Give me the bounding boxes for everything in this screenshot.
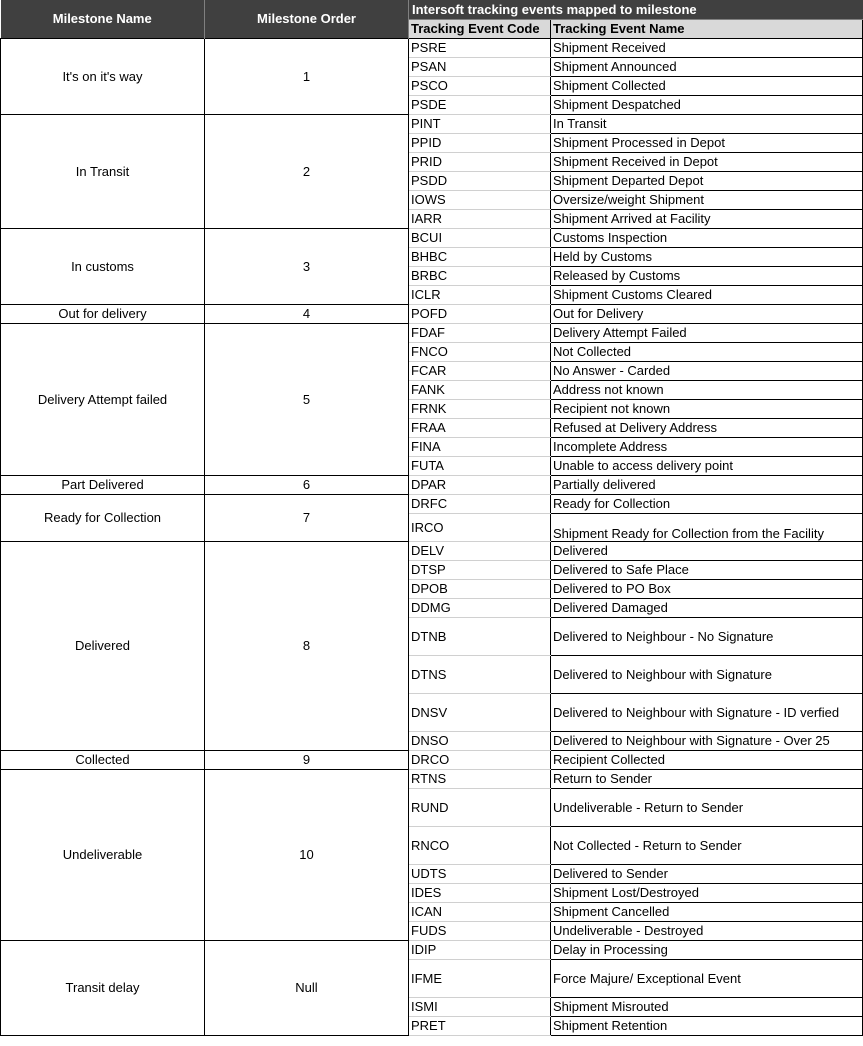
event-code-cell: BCUI — [409, 228, 551, 247]
event-code-cell: DRCO — [409, 750, 551, 769]
table-row — [1, 38, 863, 57]
event-name-cell: Shipment Misrouted — [551, 997, 863, 1016]
event-code-cell: PPID — [409, 133, 551, 152]
event-code-cell: PRET — [409, 1016, 551, 1035]
milestone-order-cell: 4 — [205, 304, 409, 323]
table-row — [1, 228, 863, 247]
table-row — [1, 475, 863, 494]
event-name-cell: Customs Inspection — [551, 228, 863, 247]
event-code-cell: PSDE — [409, 95, 551, 114]
event-name-cell: Undeliverable - Return to Sender — [551, 788, 863, 826]
milestone-order-cell: 6 — [205, 475, 409, 494]
event-code-cell: PSCO — [409, 76, 551, 95]
event-code-cell: PSDD — [409, 171, 551, 190]
milestone-name-cell: Undeliverable — [1, 769, 205, 940]
milestone-order-cell: Null — [205, 940, 409, 1035]
event-code-cell: DELV — [409, 541, 551, 560]
event-code-cell: ICAN — [409, 902, 551, 921]
event-name-cell: Shipment Received in Depot — [551, 152, 863, 171]
event-code-cell: FRAA — [409, 418, 551, 437]
table-row — [1, 769, 863, 788]
event-code-cell: FUTA — [409, 456, 551, 475]
event-code-cell: DTNB — [409, 617, 551, 655]
table-row — [1, 541, 863, 560]
milestone-order-cell: 1 — [205, 38, 409, 114]
event-name-cell: Not Collected - Return to Sender — [551, 826, 863, 864]
milestone-name-cell: Delivered — [1, 541, 205, 750]
table-row — [1, 304, 863, 323]
event-name-cell: Undeliverable - Destroyed — [551, 921, 863, 940]
event-name-cell: Return to Sender — [551, 769, 863, 788]
event-code-cell: RNCO — [409, 826, 551, 864]
milestone-order-header: Milestone Order — [205, 0, 409, 38]
event-code-cell: RTNS — [409, 769, 551, 788]
milestone-name-header: Milestone Name — [1, 0, 205, 38]
event-name-cell: Delivered to PO Box — [551, 579, 863, 598]
event-code-cell: FUDS — [409, 921, 551, 940]
event-name-cell: Released by Customs — [551, 266, 863, 285]
event-code-cell: UDTS — [409, 864, 551, 883]
event-name-cell: Recipient Collected — [551, 750, 863, 769]
event-code-cell: IDIP — [409, 940, 551, 959]
event-code-cell: IARR — [409, 209, 551, 228]
event-name-cell: Shipment Arrived at Facility — [551, 209, 863, 228]
milestone-order-cell: 8 — [205, 541, 409, 750]
milestone-order-cell: 9 — [205, 750, 409, 769]
event-code-cell: PSRE — [409, 38, 551, 57]
event-name-cell: Address not known — [551, 380, 863, 399]
milestone-name-cell: Transit delay — [1, 940, 205, 1035]
event-name-cell: Delivered — [551, 541, 863, 560]
event-code-cell: IRCO — [409, 513, 551, 541]
table-body — [1, 38, 863, 1035]
event-name-cell: Partially delivered — [551, 475, 863, 494]
event-name-cell: Incomplete Address — [551, 437, 863, 456]
event-code-cell: BHBC — [409, 247, 551, 266]
event-name-cell: Shipment Departed Depot — [551, 171, 863, 190]
milestone-order-cell: 5 — [205, 323, 409, 475]
milestone-order-cell: 3 — [205, 228, 409, 304]
event-code-cell: IFME — [409, 959, 551, 997]
event-code-cell: PINT — [409, 114, 551, 133]
event-code-cell: IDES — [409, 883, 551, 902]
event-name-cell: Delay in Processing — [551, 940, 863, 959]
event-code-cell: POFD — [409, 304, 551, 323]
event-name-cell: In Transit — [551, 114, 863, 133]
event-name-cell: Shipment Despatched — [551, 95, 863, 114]
event-code-cell: FRNK — [409, 399, 551, 418]
event-name-cell: Delivered to Neighbour with Signature — [551, 655, 863, 693]
event-name-cell: Force Majure/ Exceptional Event — [551, 959, 863, 997]
event-name-cell: Shipment Announced — [551, 57, 863, 76]
event-name-header: Tracking Event Name — [551, 19, 863, 38]
event-name-cell: Shipment Cancelled — [551, 902, 863, 921]
event-name-cell: Shipment Received — [551, 38, 863, 57]
event-name-cell: No Answer - Carded — [551, 361, 863, 380]
event-name-cell: Delivered Damaged — [551, 598, 863, 617]
event-name-cell: Oversize/weight Shipment — [551, 190, 863, 209]
event-name-cell: Delivered to Neighbour with Signature - Over 25 — [551, 731, 863, 750]
event-code-cell: PRID — [409, 152, 551, 171]
milestone-name-cell: Ready for Collection — [1, 494, 205, 541]
event-name-cell: Ready for Collection — [551, 494, 863, 513]
event-code-cell: RUND — [409, 788, 551, 826]
milestone-name-cell: Out for delivery — [1, 304, 205, 323]
table-row — [1, 750, 863, 769]
event-name-cell: Held by Customs — [551, 247, 863, 266]
event-name-cell: Not Collected — [551, 342, 863, 361]
mapping-title-header: Intersoft tracking events mapped to milestone — [409, 0, 863, 19]
event-code-cell: PSAN — [409, 57, 551, 76]
event-code-cell: FNCO — [409, 342, 551, 361]
event-name-cell: Delivered to Neighbour - No Signature — [551, 617, 863, 655]
table-row — [1, 940, 863, 959]
event-code-cell: DNSV — [409, 693, 551, 731]
milestone-name-cell: Part Delivered — [1, 475, 205, 494]
event-name-cell: Delivered to Sender — [551, 864, 863, 883]
event-name-cell: Delivered to Safe Place — [551, 560, 863, 579]
event-code-cell: BRBC — [409, 266, 551, 285]
table-row — [1, 114, 863, 133]
milestone-name-cell: Delivery Attempt failed — [1, 323, 205, 475]
event-name-cell: Out for Delivery — [551, 304, 863, 323]
event-code-cell: DTSP — [409, 560, 551, 579]
event-code-cell: DDMG — [409, 598, 551, 617]
event-code-cell: ICLR — [409, 285, 551, 304]
milestone-name-cell: In customs — [1, 228, 205, 304]
milestone-name-cell: Collected — [1, 750, 205, 769]
milestone-name-cell: It's on it's way — [1, 38, 205, 114]
milestone-order-cell: 2 — [205, 114, 409, 228]
table-row — [1, 494, 863, 513]
event-code-cell: DPAR — [409, 475, 551, 494]
event-code-cell: IOWS — [409, 190, 551, 209]
event-name-cell: Recipient not known — [551, 399, 863, 418]
event-name-cell: Shipment Customs Cleared — [551, 285, 863, 304]
event-code-header: Tracking Event Code — [409, 19, 551, 38]
table-row — [1, 323, 863, 342]
event-code-cell: DPOB — [409, 579, 551, 598]
milestone-order-cell: 7 — [205, 494, 409, 541]
event-code-cell: ISMI — [409, 997, 551, 1016]
event-name-cell: Refused at Delivery Address — [551, 418, 863, 437]
event-name-cell: Shipment Retention — [551, 1016, 863, 1035]
event-name-cell: Unable to access delivery point — [551, 456, 863, 475]
event-name-cell: Shipment Lost/Destroyed — [551, 883, 863, 902]
event-code-cell: FDAF — [409, 323, 551, 342]
event-name-cell: Delivered to Neighbour with Signature - ID verfied — [551, 693, 863, 731]
milestone-order-cell: 10 — [205, 769, 409, 940]
event-code-cell: FANK — [409, 380, 551, 399]
event-code-cell: DTNS — [409, 655, 551, 693]
event-name-cell: Shipment Collected — [551, 76, 863, 95]
event-code-cell: FCAR — [409, 361, 551, 380]
event-code-cell: FINA — [409, 437, 551, 456]
event-name-cell: Delivery Attempt Failed — [551, 323, 863, 342]
event-name-cell: Shipment Processed in Depot — [551, 133, 863, 152]
event-name-cell: Shipment Ready for Collection from the Facility — [551, 513, 863, 541]
event-code-cell: DRFC — [409, 494, 551, 513]
event-code-cell: DNSO — [409, 731, 551, 750]
milestone-name-cell: In Transit — [1, 114, 205, 228]
